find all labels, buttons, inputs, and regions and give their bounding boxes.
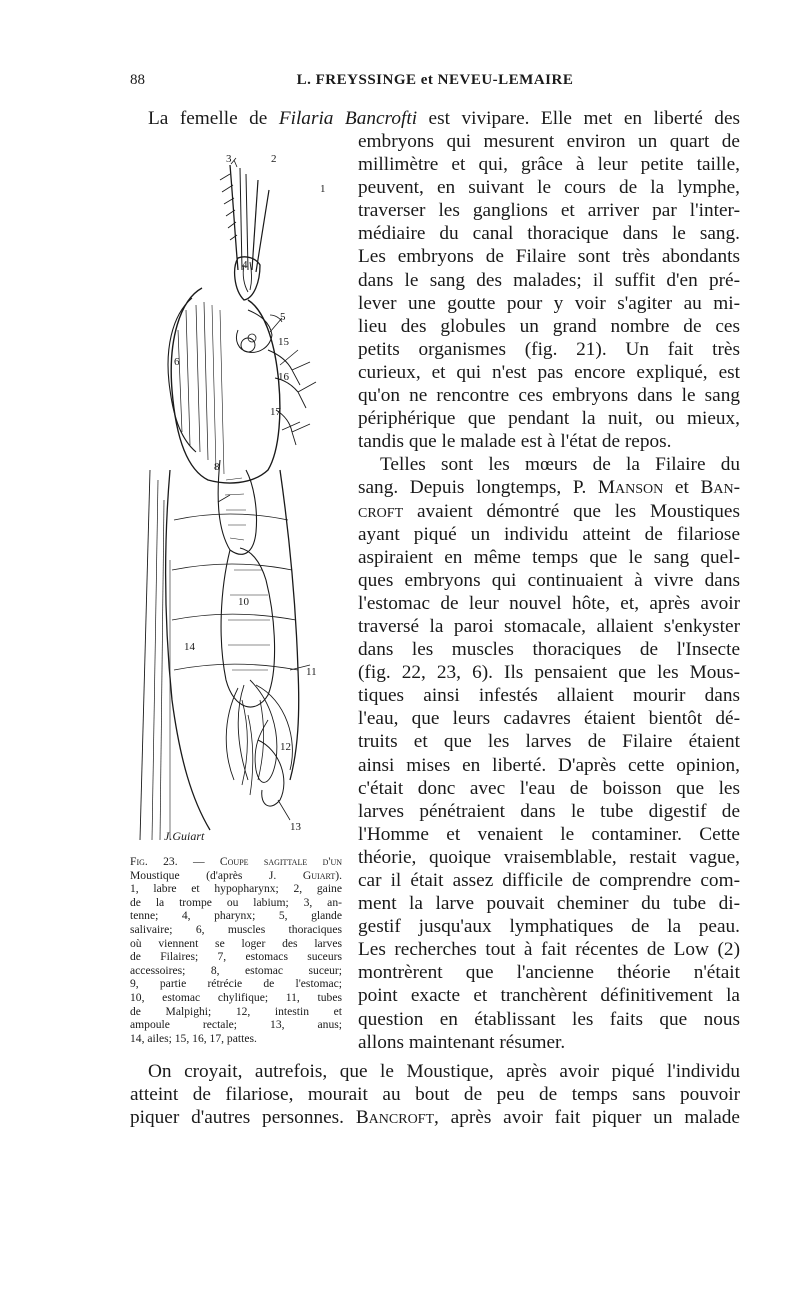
text-line: l'estomac de leur nouvel hôte, et, après avoir (358, 592, 740, 614)
text-line: ment la larve pouvait cheminer du tube di- (358, 893, 740, 915)
paragraph-1-opening (148, 107, 740, 130)
right-column-text (358, 130, 740, 1054)
figure-label: 11 (306, 666, 317, 678)
figure-label: 6 (174, 356, 180, 368)
artist-signature: J.Guiart (164, 829, 205, 843)
species-name: Filaria Bancrofti (278, 108, 418, 129)
text-line: traverser les ganglions et arriver par l'inter- (358, 200, 740, 222)
text-line: l'eau, que leurs cadavres étaient bientôt dé- (358, 708, 740, 730)
paragraph-3 (130, 1060, 740, 1129)
text-line: ques embryons qui continuaient à vivre dans (358, 569, 740, 591)
caption-line: accessoires; 8, estomac suceur; (130, 963, 342, 977)
author-name: Manson (597, 477, 664, 499)
page-number: 88 (130, 72, 145, 88)
figure-label: 10 (238, 596, 249, 608)
caption-line: 1, labre et hypopharynx; 2, gaine (130, 882, 342, 896)
text-line: aspiraient en même temps que le sang quel- (358, 546, 740, 568)
text-line: On croyait, autrefois, que le Moustique, après avoir piqué l'individu (148, 1061, 740, 1082)
figure-label: 2 (271, 153, 277, 165)
text-line: La femelle de Filaria Bancrofti est vivipare. Elle met en liberté des (148, 108, 740, 129)
text-line: montrèrent que l'ancienne théorie n'était (358, 962, 740, 984)
text-line: ayant piqué un individu atteint de filariose (358, 523, 740, 545)
author-name: Bancroft (355, 1107, 435, 1129)
mosquito-illustration (130, 140, 355, 855)
text-line: point exacte et tranchèrent définitivement la (358, 985, 740, 1007)
text-line: traversé la paroi stomacale, allaient s'enkyster (358, 615, 740, 637)
figure-label: 16 (278, 371, 289, 383)
text-line: piquer d'autres personnes. Bancroft, après avoir fait piquer un malade (130, 1107, 740, 1129)
caption-line: 10, estomac chylifique; 11, tubes (130, 990, 342, 1004)
text-line: ainsi mises en liberté. D'après cette opinion, (358, 754, 740, 776)
caption-line: tenne; 4, pharynx; 5, glande (130, 909, 342, 923)
caption-line: salivaire; 6, muscles thoraciques (130, 922, 342, 936)
figure-label: 4 (242, 259, 248, 271)
figure-label: 15 (278, 336, 289, 348)
text-line: tandis que le malade est à l'état de repos. (358, 431, 672, 453)
text-line: théorie, quoique vraisemblable, restait vague, (358, 846, 740, 868)
figure-label: 17 (270, 406, 281, 418)
text-line: larves pénétraient dans le tube digestif de (358, 800, 740, 822)
text-line: gestif jusqu'aux lymphatiques de la peau. (358, 916, 740, 938)
figure-label: 5 (280, 311, 286, 323)
text-line: médiaire du canal thoracique dans le sang. (358, 223, 740, 245)
caption-line: de Filaires; 7, estomacs suceurs (130, 950, 342, 964)
text-line: lieu des globules un grand nombre de ces (358, 315, 740, 337)
text-line: c'était donc avec l'eau de boisson que les (358, 777, 740, 799)
caption-line: de Malpighi; 12, intestin et (130, 1004, 342, 1018)
text-line: (fig. 22, 23, 6). Ils pensaient que les Mous- (358, 662, 740, 684)
text-line: sang. Depuis longtemps, P. Manson et Ban- (358, 477, 740, 499)
figure-caption (130, 855, 342, 1045)
text-line: millimètre et qui, grâce à leur petite taille, (358, 154, 740, 176)
figure-label: 1 (320, 183, 326, 195)
figure-label: 13 (290, 821, 301, 833)
text-line: Les recherches tout à fait récentes de Low (2) (358, 939, 740, 961)
text-line: car il était assez difficile de comprendre com- (358, 870, 740, 891)
text-line: petits organismes (fig. 21). Un fait très (358, 338, 740, 360)
text-line: lever une goutte pour y voir s'agiter au mi- (358, 292, 740, 314)
text-line: croft avaient démontré que les Moustiques (358, 500, 740, 522)
figure-label: 8 (214, 461, 220, 473)
text-line: truits et que les larves de Filaire étaient (358, 731, 740, 753)
header-title: L. FREYSSINGE et NEVEU-LEMAIRE (296, 72, 574, 88)
author-name: Guiart (302, 868, 336, 882)
figure-label: 12 (280, 741, 291, 753)
running-head (130, 72, 740, 94)
text-line: embryons qui mesurent environ un quart de (358, 131, 740, 152)
caption-line: ampoule rectale; 13, anus; (130, 1018, 342, 1032)
caption-line: Fig. 23. — Coupe sagittale d'un (130, 855, 342, 868)
caption-line: 9, partie rétrécie de l'estomac; (130, 977, 342, 991)
mosquito-sagittal-section-figure (130, 140, 355, 855)
text-line: tiques ainsi infestés allaient mourir dans (358, 685, 740, 707)
text-line: qu'on ne rencontre ces embryons dans le sang (358, 385, 740, 407)
caption-line: de la trompe ou labium; 3, an- (130, 895, 342, 909)
text-line: dans le sang des malades; il suffit d'en pré- (358, 269, 740, 291)
text-line: allons maintenant résumer. (358, 1031, 566, 1053)
text-line: atteint de filariose, mourait au bout de peu de temps sans pouvoir (130, 1084, 740, 1106)
text-line: Les embryons de Filaire sont très abondants (358, 246, 740, 268)
author-name: Ban- (700, 477, 740, 499)
text-line: peuvent, en suivant le cours de la lymphe, (358, 177, 740, 199)
caption-line: Moustique (d'après J. Guiart). (130, 868, 342, 882)
author-name: croft (358, 500, 404, 522)
text-line: Telles sont les mœurs de la Filaire du (380, 454, 740, 476)
text-line: l'Homme et venaient le contaminer. Cette (358, 823, 740, 845)
caption-line: où viennent se loger des larves (130, 936, 342, 950)
text-line: question en établissant les faits que nous (358, 1008, 740, 1030)
text-line: dans les muscles thoraciques de l'Insecte (358, 639, 740, 661)
figure-label: 3 (226, 153, 232, 165)
caption-line: 14, ailes; 15, 16, 17, pattes. (130, 1031, 257, 1045)
text-line: curieux, et qui n'est pas encore expliqué, est (358, 361, 740, 383)
figure-label: 14 (184, 641, 195, 653)
text-line: périphérique que pendant la nuit, ou mieux, (358, 408, 740, 430)
